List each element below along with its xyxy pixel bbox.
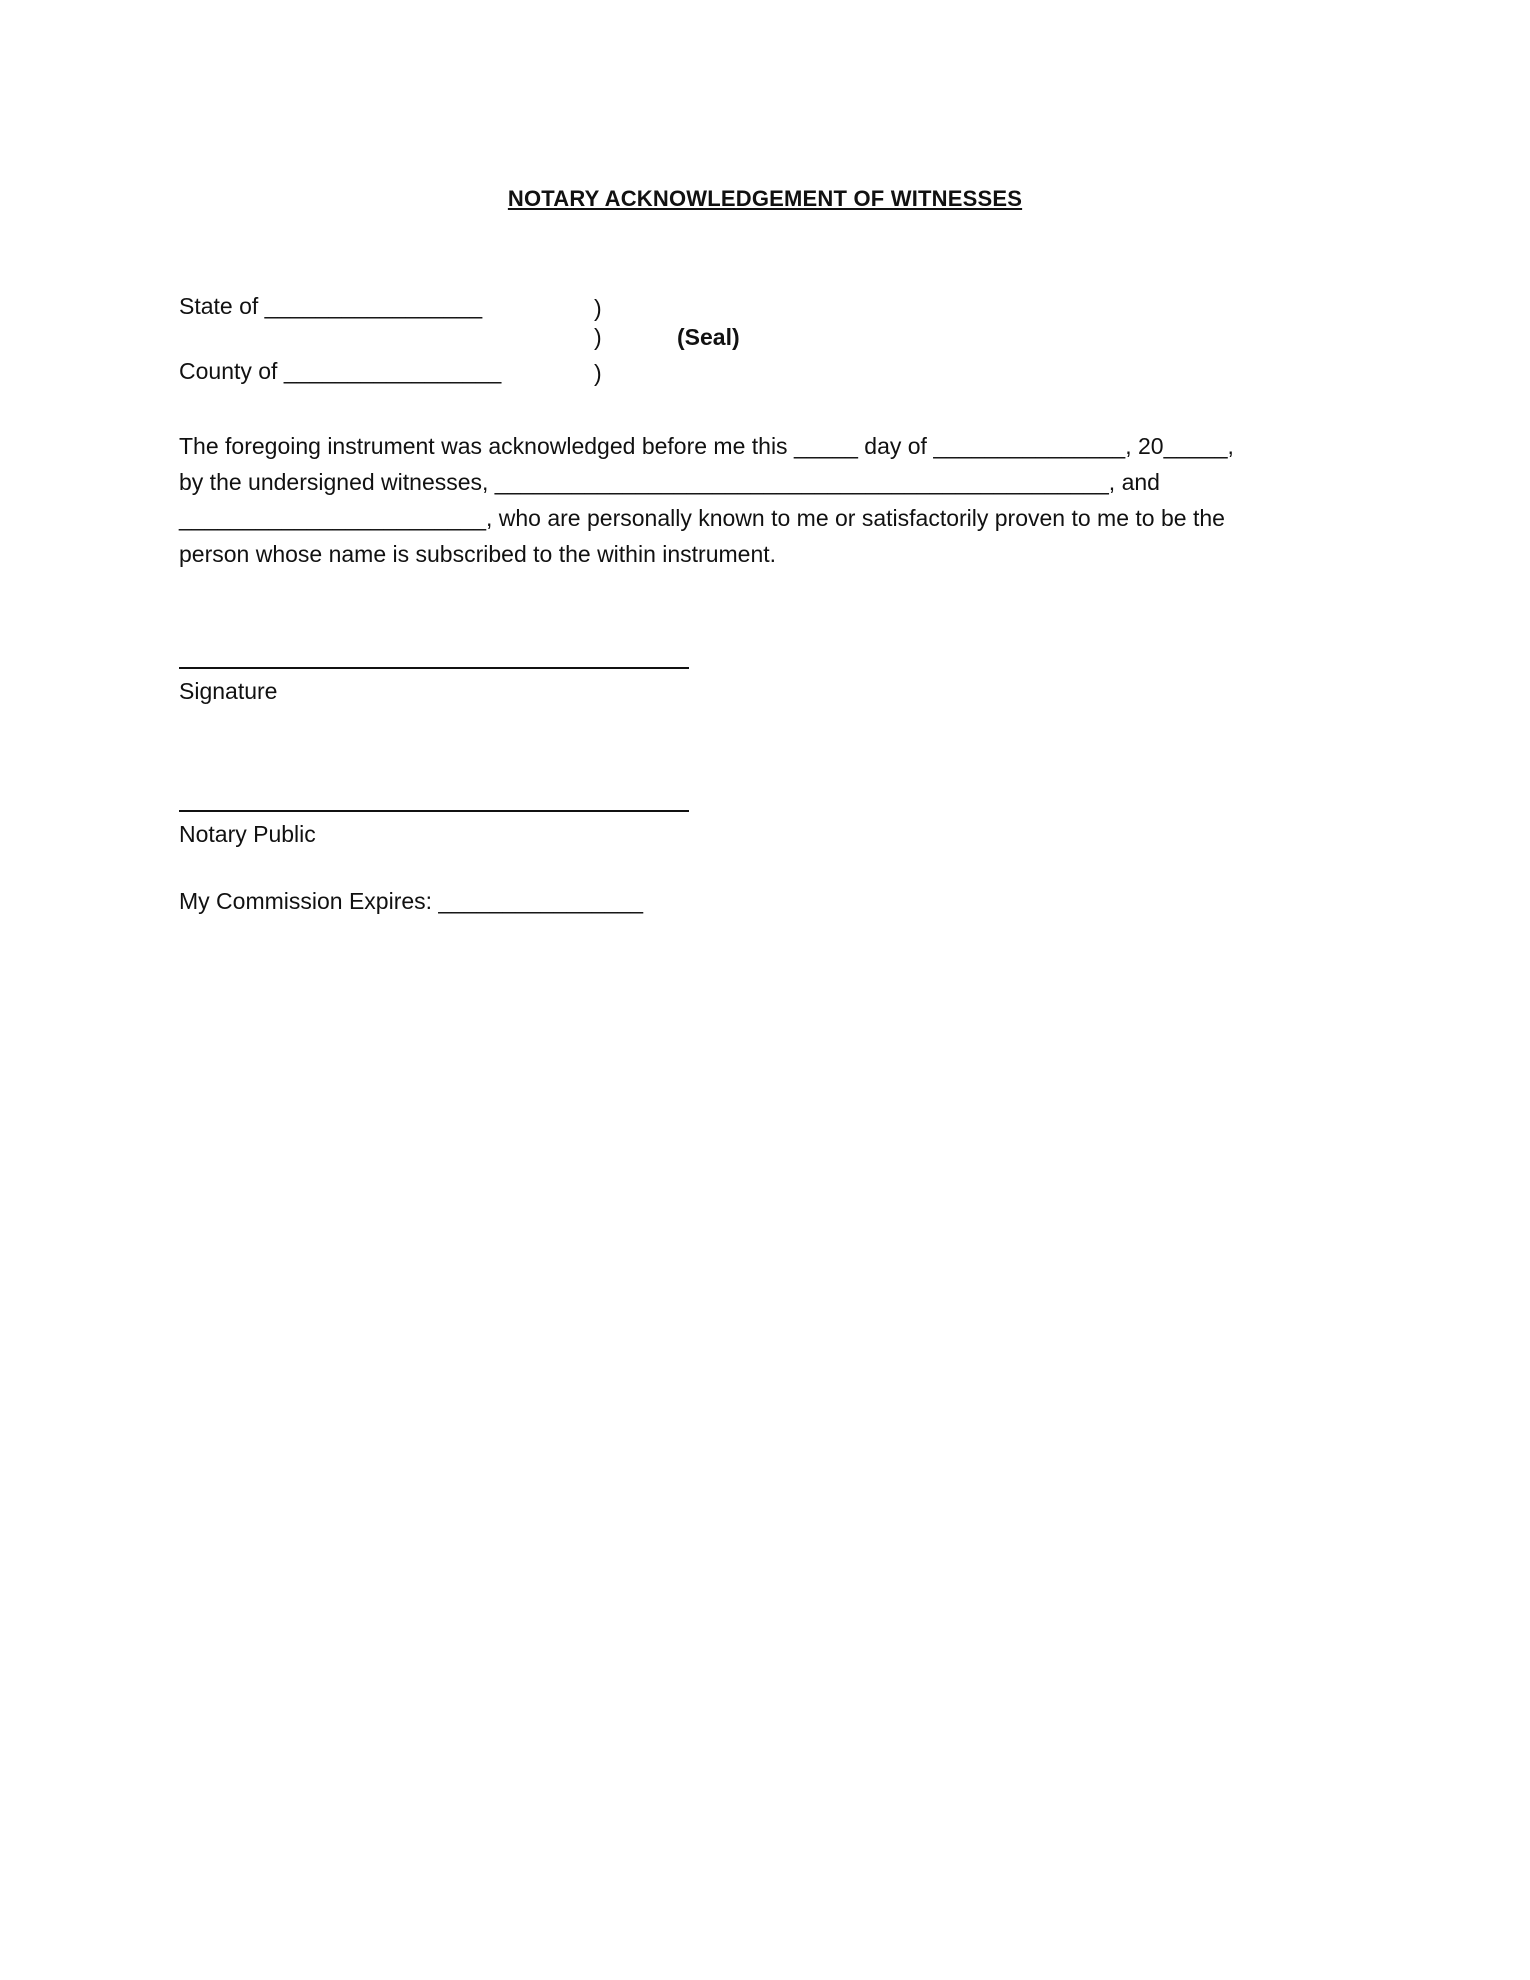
commission-expires-field: My Commission Expires: ________________	[179, 888, 644, 914]
state-of-field: State of _________________	[179, 293, 483, 319]
acknowledgement-line-4: person whose name is subscribed to the within instrument.	[179, 541, 777, 567]
notary-signature-line	[179, 810, 689, 812]
signature-line	[179, 667, 689, 669]
acknowledgement-line-1: The foregoing instrument was acknowledged before me this _____ day of _______________, 20_____,	[179, 433, 1234, 459]
county-of-field: County of _________________	[179, 358, 502, 384]
venue-paren-3: )	[594, 360, 602, 386]
seal-label: (Seal)	[677, 324, 740, 350]
venue-paren-2: )	[594, 324, 602, 350]
acknowledgement-line-3: ________________________, who are personally known to me or satisfactorily proven to me to be the	[179, 505, 1225, 531]
signature-label: Signature	[179, 678, 278, 704]
acknowledgement-line-2: by the undersigned witnesses, ________________________________________________, and	[179, 469, 1160, 495]
acknowledgement-paragraph	[179, 428, 1329, 572]
venue-paren-1: )	[594, 295, 602, 321]
notary-public-label: Notary Public	[179, 821, 316, 847]
document-title: NOTARY ACKNOWLEDGEMENT OF WITNESSES	[507, 186, 1023, 211]
